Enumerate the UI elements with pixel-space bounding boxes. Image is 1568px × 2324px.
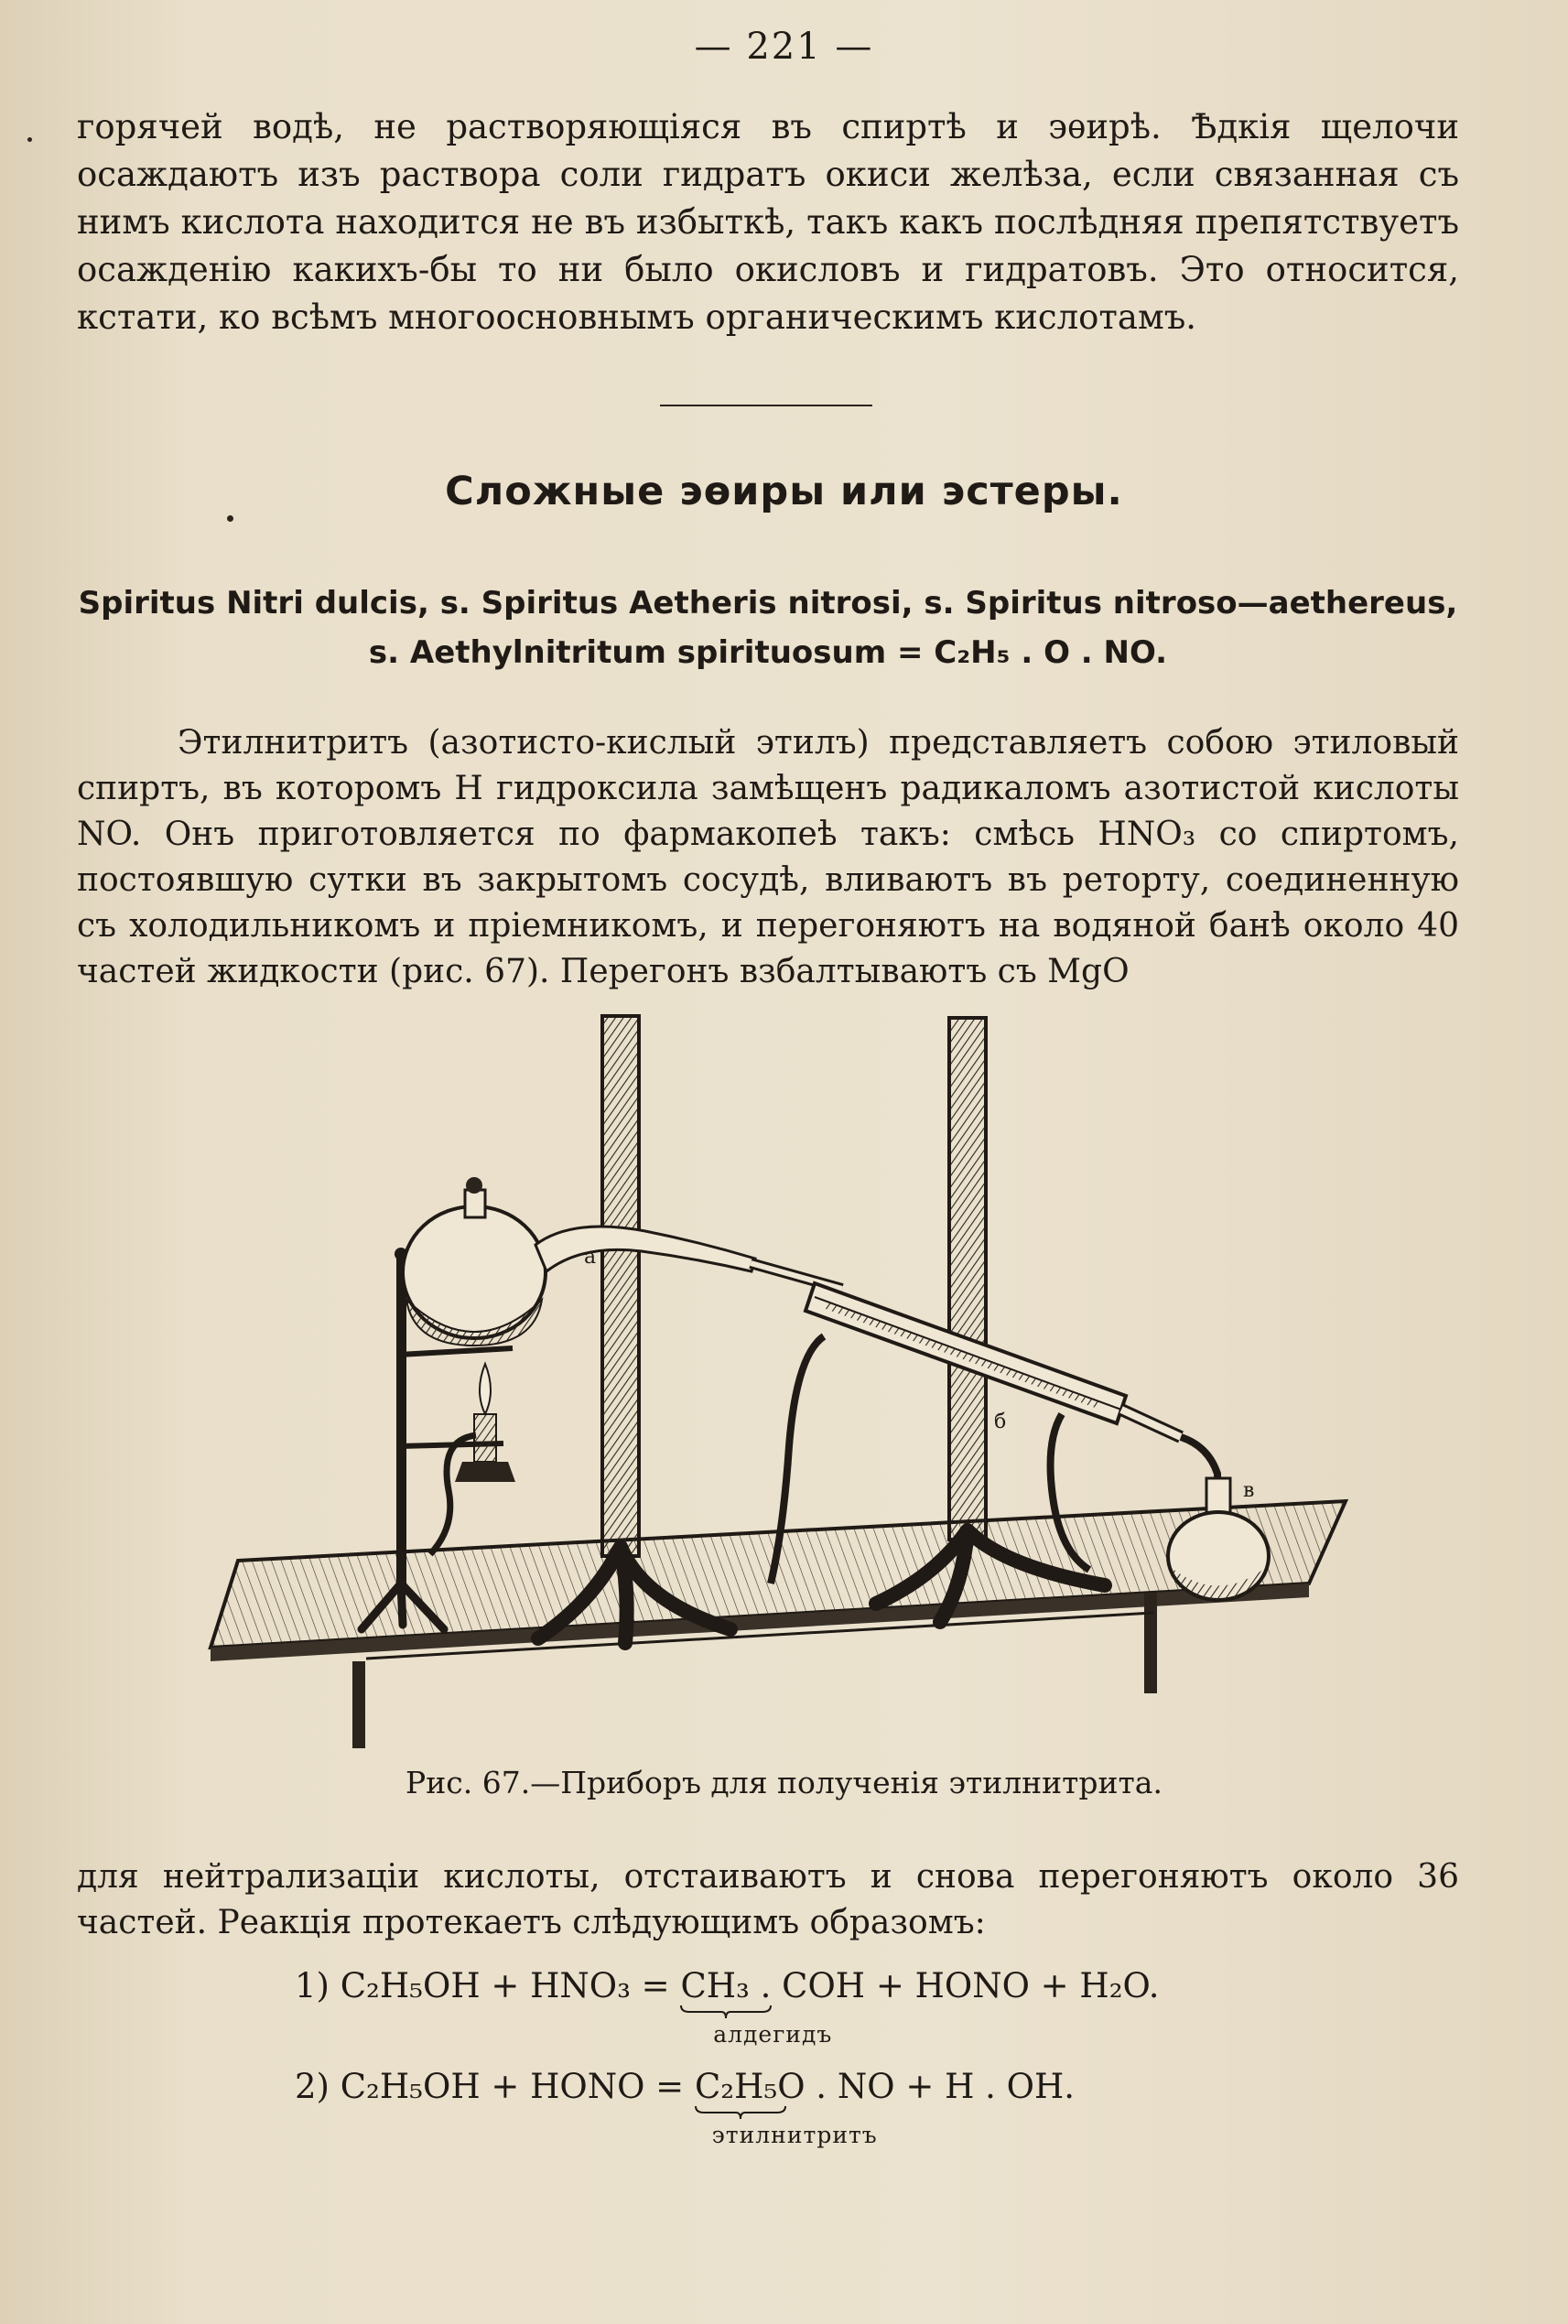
figure-caption: Рис. 67.—Приборъ для полученiя этилнитрита. (406, 1765, 1162, 1800)
underbrace (680, 2005, 772, 2019)
label-a: a (584, 1246, 597, 1269)
equation-2-note: этилнитритъ (711, 2122, 878, 2148)
underbrace (695, 2105, 786, 2120)
equation-1-number: 1) (295, 1966, 330, 2005)
equation-1-note: алдегидъ (713, 2021, 833, 2048)
equation-1-left: C₂H₅OH + HNO₃ = (340, 1966, 670, 2005)
drug-title: Spiritus Nitri dulcis, s. Spiritus Aetheris nitrosi, s. Spiritus nitroso—aethereus, s. Aethylnitritum spirituosum = C₂H₅ . O . NO. (78, 585, 1458, 671)
equation-2-right: + H . OH. (905, 2067, 1075, 2106)
section-divider (660, 405, 872, 406)
condenser (806, 1283, 1217, 1510)
burner (430, 1364, 515, 1554)
paragraph-ethylnitrite: Этилнитритъ (азотисто-кислый этилъ) представляетъ собою этиловый спиртъ, въ которомъ H гидроксила замѣщенъ радикаломъ азотистой кислоты NO. Онъ приготовляется по фармакопеѣ такъ: смѣсь HNO₃ со спиртомъ, постоявшую сутки въ закрытомъ сосудѣ, вливаютъ въ реторту, соединенную съ холодильникомъ и прiемникомъ, и перегоняютъ на водяной банѣ около 40 частей жидкости (рис. 67). Перегонъ взбалтываютъ съ MgO (77, 724, 1459, 990)
equation-1-right: + HONO + H₂O. (875, 1966, 1160, 2005)
equation-1-marked: CH₃ . COH (680, 1966, 866, 2005)
paragraph-reaction: для нейтрализацiи кислоты, отстаиваютъ и снова перегоняютъ около 36 частей. Реакцiя протекаетъ слѣдующимъ образомъ: (77, 1858, 1459, 1941)
equation-1 (295, 1966, 1160, 2048)
equation-1-product (680, 1966, 866, 2048)
figure-distillation-apparatus (183, 998, 1373, 1767)
equation-2-marked: C₂H₅O . NO (694, 2067, 895, 2106)
ink-spot (227, 515, 233, 522)
label-v: в (1243, 1479, 1255, 1502)
equation-2 (295, 2067, 1075, 2148)
page-number: — 221 — (694, 26, 874, 68)
label-b: б (994, 1411, 1007, 1433)
equation-2-number: 2) (295, 2067, 330, 2106)
retort (403, 1177, 755, 1346)
equation-2-left: C₂H₅OH + HONO = (340, 2067, 685, 2106)
equation-2-product (694, 2067, 895, 2148)
section-title: Сложные эѳиры или эстеры. (445, 469, 1123, 514)
ink-spot (27, 137, 32, 142)
paragraph-continuation: горячей водѣ, не растворяющiяся въ спиртѣ и эѳирѣ. Ѣдкiя щелочи осаждаютъ изъ раствора соли гидратъ окиси желѣза, если связанная съ нимъ кислота находится не въ избыткѣ, такъ какъ послѣдняя препятствуетъ осажденiю какихъ-бы то ни было окисловъ и гидратовъ. Это относится, кстати, ко всѣмъ многоосновнымъ органическимъ кислотамъ. (77, 107, 1459, 337)
receiver-flask (1168, 1478, 1269, 1600)
